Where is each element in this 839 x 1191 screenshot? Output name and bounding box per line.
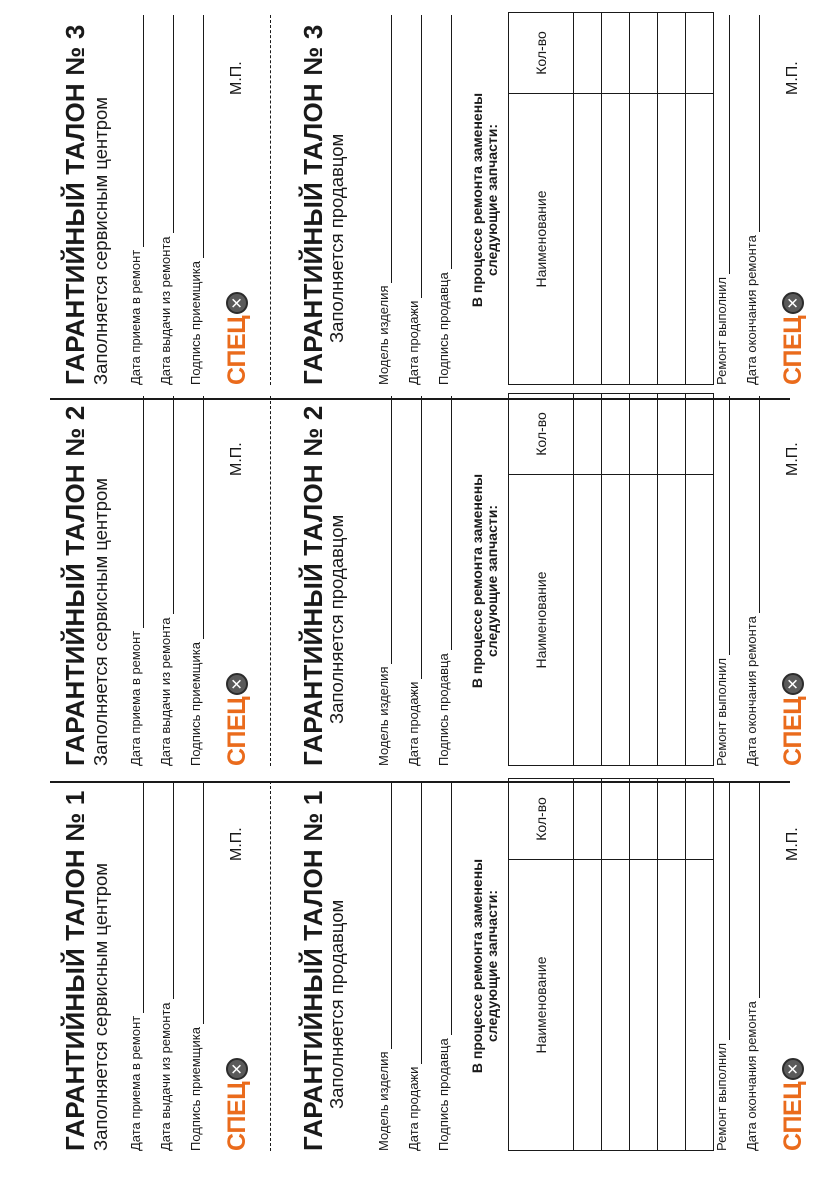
parts-heading-line: следующие запчасти: [484,504,500,658]
table-cell[interactable] [574,94,602,385]
logo-text: СПЕЦ [779,1082,807,1151]
field-label: Подпись продавца [436,272,451,385]
footer-field-row[interactable] [712,15,730,385]
table-row[interactable] [602,13,630,385]
logo-text: СПЕЦ [779,697,807,766]
field-blank[interactable] [408,15,422,298]
cut-line [270,15,271,385]
field-blank[interactable] [190,781,204,1024]
coupon-title: ГАРАНТИЙНЫЙ ТАЛОН № 3 [60,24,90,385]
field-label: Дата окончания ремонта [744,1001,759,1151]
service-field-row[interactable] [126,396,144,766]
parts-heading-line: следующие запчасти: [484,123,500,277]
field-blank[interactable] [190,396,204,639]
field-blank[interactable] [130,781,144,1013]
col-name-header: Наименование [509,475,574,766]
field-label: Дата приема в ремонт [128,630,143,766]
seller-field-row[interactable] [404,396,422,766]
table-cell[interactable] [658,475,686,766]
table-row[interactable] [602,394,630,766]
coupon-title-seller: ГАРАНТИЙНЫЙ ТАЛОН № 1 [298,790,328,1151]
footer-field-row[interactable] [742,781,760,1151]
stamp-label: М.П. [784,442,801,476]
field-blank[interactable] [378,15,392,283]
logo-text: СПЕЦ [223,697,251,766]
logo-text: СПЕЦ [223,316,251,385]
service-field-row[interactable] [156,396,174,766]
seller-field-row[interactable] [404,15,422,385]
logo-badge-icon: ✕ [782,673,804,695]
table-row[interactable] [630,779,658,1151]
field-blank[interactable] [408,396,422,679]
field-blank[interactable] [746,15,760,232]
stamp-label: М.П. [228,827,245,861]
seller-subtitle: Заполняется продавцом [326,133,347,343]
field-blank[interactable] [160,15,174,233]
field-label: Дата продажи [406,1066,421,1151]
warranty-coupon-1 [0,781,839,1151]
coupon-title-seller: ГАРАНТИЙНЫЙ ТАЛОН № 3 [298,24,328,385]
seller-field-row[interactable] [374,781,392,1151]
table-row[interactable] [686,394,714,766]
table-cell[interactable] [574,394,602,475]
table-row[interactable] [574,779,602,1151]
table-row[interactable] [686,779,714,1151]
col-name-header: Наименование [509,860,574,1151]
field-label: Дата продажи [406,681,421,766]
cut-line [270,781,271,1151]
field-label: Ремонт выполнил [714,657,729,766]
logo-text: СПЕЦ [223,1082,251,1151]
field-label: Дата окончания ремонта [744,235,759,385]
field-blank[interactable] [438,396,452,650]
footer-field-row[interactable] [742,396,760,766]
logo-badge-icon: ✕ [782,1058,804,1080]
table-cell[interactable] [630,860,658,1151]
parts-heading-line: следующие запчасти: [484,889,500,1043]
table-cell[interactable] [658,94,686,385]
field-label: Модель изделия [376,1051,391,1151]
warranty-coupon-3 [0,15,839,385]
table-cell[interactable] [602,13,630,94]
table-cell[interactable] [630,394,658,475]
logo-badge-icon: ✕ [226,673,248,695]
field-blank[interactable] [746,396,760,613]
footer-field-row[interactable] [712,396,730,766]
field-label: Подпись приемщика [188,261,203,385]
table-cell[interactable] [686,860,714,1151]
field-label: Дата приема в ремонт [128,1015,143,1151]
warranty-coupon-2 [0,396,839,766]
table-row[interactable] [658,779,686,1151]
table-cell[interactable] [602,475,630,766]
table-cell[interactable] [602,860,630,1151]
field-label: Модель изделия [376,666,391,766]
table-cell[interactable] [686,475,714,766]
table-cell[interactable] [686,394,714,475]
parts-table [508,12,714,385]
parts-table [508,393,714,766]
service-field-row[interactable] [156,15,174,385]
table-cell[interactable] [686,13,714,94]
field-blank[interactable] [190,15,204,258]
field-label: Дата окончания ремонта [744,616,759,766]
field-blank[interactable] [438,781,452,1035]
table-row[interactable] [574,13,602,385]
service-field-row[interactable] [186,15,204,385]
stamp-label: М.П. [228,442,245,476]
field-blank[interactable] [130,15,144,247]
logo-badge-icon: ✕ [226,1058,248,1080]
logo-text: СПЕЦ [779,316,807,385]
stamp-label: М.П. [228,61,245,95]
coupon-title: ГАРАНТИЙНЫЙ ТАЛОН № 2 [60,405,90,766]
brand-logo [778,265,808,385]
seller-field-row[interactable] [404,781,422,1151]
field-blank[interactable] [746,781,760,998]
table-row[interactable] [658,394,686,766]
field-blank[interactable] [160,781,174,999]
field-blank[interactable] [130,396,144,628]
seller-field-row[interactable] [374,15,392,385]
brand-logo [222,265,252,385]
service-subtitle: Заполняется сервисным центром [90,96,111,385]
table-cell[interactable] [658,13,686,94]
service-field-row[interactable] [186,396,204,766]
col-qty-header: Кол-во [509,13,574,94]
field-label: Дата выдачи из ремонта [158,617,173,766]
parts-heading [470,15,500,385]
service-subtitle: Заполняется сервисным центром [90,477,111,766]
field-label: Ремонт выполнил [714,1042,729,1151]
table-row[interactable] [686,13,714,385]
logo-badge-icon: ✕ [226,292,248,314]
table-cell[interactable] [686,779,714,860]
field-label: Подпись приемщика [188,642,203,766]
table-row[interactable] [658,13,686,385]
service-field-row[interactable] [186,781,204,1151]
brand-logo [222,646,252,766]
parts-heading [470,781,500,1151]
field-blank[interactable] [438,15,452,269]
table-cell[interactable] [630,13,658,94]
field-label: Дата продажи [406,300,421,385]
parts-heading-line: В процессе ремонта заменены [469,92,485,308]
table-cell[interactable] [602,779,630,860]
stamp-label: М.П. [784,827,801,861]
service-field-row[interactable] [156,781,174,1151]
footer-field-row[interactable] [742,15,760,385]
field-label: Подпись продавца [436,1038,451,1151]
table-cell[interactable] [686,94,714,385]
footer-field-row[interactable] [712,781,730,1151]
brand-logo [222,1031,252,1151]
table-cell[interactable] [574,475,602,766]
table-cell[interactable] [602,394,630,475]
table-cell[interactable] [574,779,602,860]
field-label: Дата выдачи из ремонта [158,236,173,385]
field-blank[interactable] [378,396,392,664]
service-field-row[interactable] [126,781,144,1151]
field-label: Подпись приемщика [188,1027,203,1151]
logo-badge-icon: ✕ [782,292,804,314]
service-field-row[interactable] [126,15,144,385]
table-cell[interactable] [658,394,686,475]
table-row[interactable] [574,394,602,766]
table-cell[interactable] [574,860,602,1151]
field-label: Модель изделия [376,285,391,385]
field-blank[interactable] [378,781,392,1049]
parts-heading-line: В процессе ремонта заменены [469,858,485,1074]
col-name-header: Наименование [509,94,574,385]
table-cell[interactable] [658,860,686,1151]
field-label: Дата приема в ремонт [128,249,143,385]
table-cell[interactable] [574,13,602,94]
seller-field-row[interactable] [434,396,452,766]
field-blank[interactable] [716,781,730,1040]
seller-subtitle: Заполняется продавцом [326,514,347,724]
coupon-title: ГАРАНТИЙНЫЙ ТАЛОН № 1 [60,790,90,1151]
field-blank[interactable] [716,396,730,655]
coupon-title-seller: ГАРАНТИЙНЫЙ ТАЛОН № 2 [298,405,328,766]
field-blank[interactable] [716,15,730,274]
col-qty-header: Кол-во [509,394,574,475]
table-row[interactable] [630,394,658,766]
col-qty-header: Кол-во [509,779,574,860]
table-cell[interactable] [630,94,658,385]
field-label: Подпись продавца [436,653,451,766]
seller-field-row[interactable] [434,15,452,385]
seller-subtitle: Заполняется продавцом [326,899,347,1109]
service-subtitle: Заполняется сервисным центром [90,862,111,1151]
table-row[interactable] [630,13,658,385]
table-cell[interactable] [658,779,686,860]
seller-field-row[interactable] [374,396,392,766]
parts-heading [470,396,500,766]
field-blank[interactable] [408,781,422,1064]
parts-heading-line: В процессе ремонта заменены [469,473,485,689]
stamp-label: М.П. [784,61,801,95]
table-cell[interactable] [630,779,658,860]
field-blank[interactable] [160,396,174,614]
field-label: Ремонт выполнил [714,276,729,385]
brand-logo [778,1031,808,1151]
field-label: Дата выдачи из ремонта [158,1002,173,1151]
table-cell[interactable] [602,94,630,385]
brand-logo [778,646,808,766]
table-cell[interactable] [630,475,658,766]
seller-field-row[interactable] [434,781,452,1151]
table-row[interactable] [602,779,630,1151]
parts-table [508,778,714,1151]
cut-line [270,396,271,766]
